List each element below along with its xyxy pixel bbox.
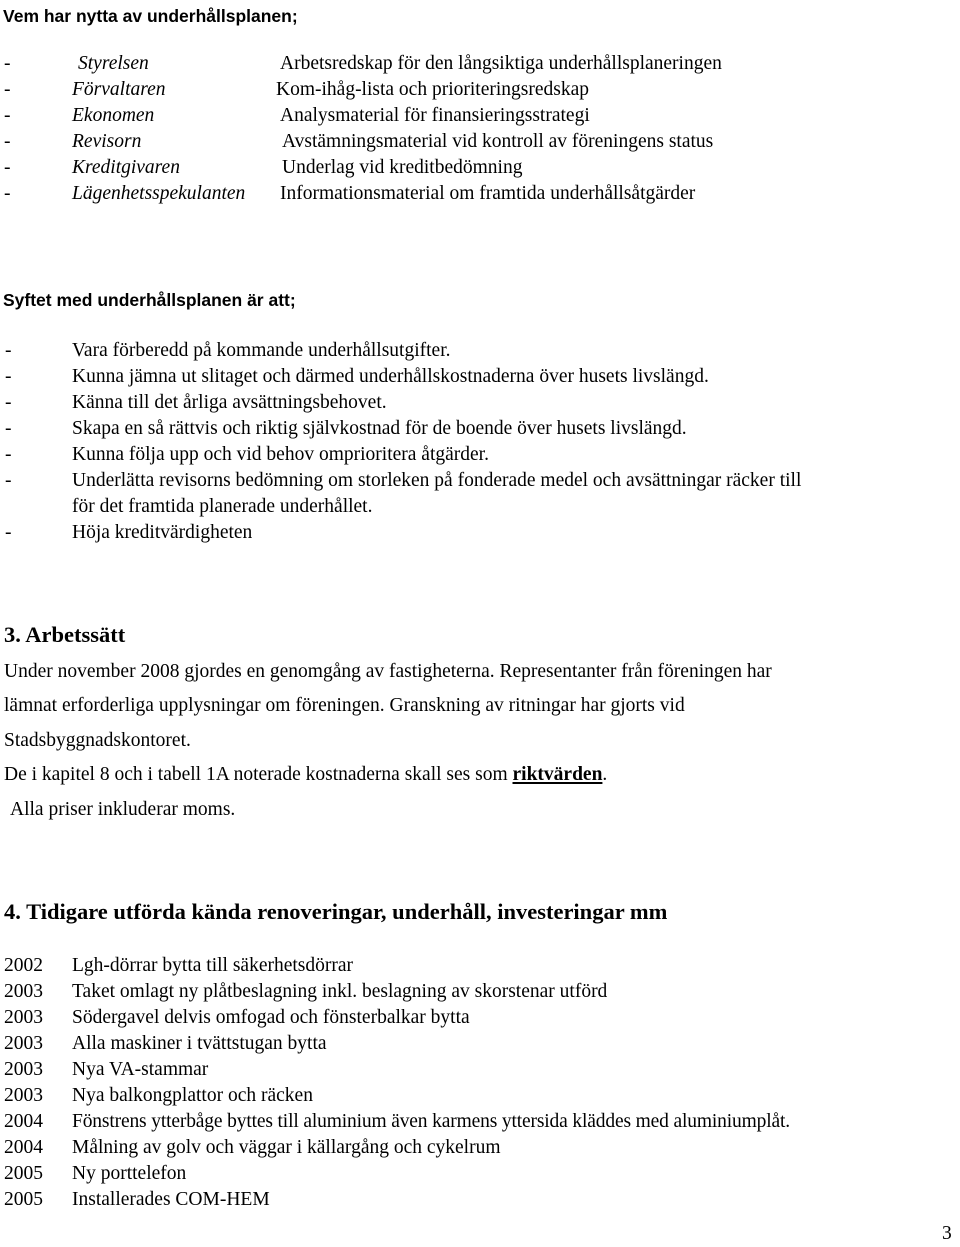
list-dash: - bbox=[4, 131, 11, 152]
section3-line: Alla priser inkluderar moms. bbox=[10, 799, 236, 820]
year: 2004 bbox=[4, 1137, 43, 1158]
renovation-text: Nya VA-stammar bbox=[72, 1059, 209, 1080]
page-number: 3 bbox=[942, 1223, 952, 1244]
list-dash: - bbox=[4, 53, 11, 74]
purpose-text: Höja kreditvärdigheten bbox=[72, 522, 253, 543]
purpose-text: Känna till det årliga avsättningsbehovet. bbox=[72, 392, 387, 413]
section3-line4-period: . bbox=[602, 764, 608, 785]
year: 2003 bbox=[4, 1059, 43, 1080]
purpose-text: Underlätta revisorns bedömning om storleken på fonderade medel och avsättningar räcker till bbox=[72, 470, 802, 491]
renovation-text: Målning av golv och väggar i källargång och cykelrum bbox=[72, 1137, 501, 1158]
renovation-text: Taket omlagt ny plåtbeslagning inkl. beslagning av skorstenar utförd bbox=[72, 981, 608, 1002]
list-dash: - bbox=[5, 522, 12, 543]
user-use: Underlag vid kreditbedömning bbox=[282, 157, 523, 178]
list-dash: - bbox=[5, 340, 12, 361]
user-role: Styrelsen bbox=[78, 53, 149, 74]
list-dash: - bbox=[5, 366, 12, 387]
list-dash: - bbox=[5, 444, 12, 465]
user-use: Kom-ihåg-lista och prioriteringsredskap bbox=[276, 79, 589, 100]
renovation-text: Lgh-dörrar bytta till säkerhetsdörrar bbox=[72, 955, 354, 976]
section4-heading: 4. Tidigare utförda kända renoveringar, underhåll, investeringar mm bbox=[4, 899, 668, 924]
user-role: Kreditgivaren bbox=[72, 157, 180, 178]
list-dash: - bbox=[4, 157, 11, 178]
year: 2002 bbox=[4, 955, 43, 976]
year: 2003 bbox=[4, 981, 43, 1002]
year: 2005 bbox=[4, 1163, 43, 1184]
purpose-text: Kunna följa upp och vid behov omprioritera åtgärder. bbox=[72, 444, 489, 465]
emphasis-riktvarden: riktvärden bbox=[512, 764, 603, 785]
purpose-text: för det framtida planerade underhållet. bbox=[72, 496, 373, 517]
section3-heading: 3. Arbetssätt bbox=[4, 622, 126, 647]
user-role: Ekonomen bbox=[72, 105, 155, 126]
list-dash: - bbox=[5, 392, 12, 413]
user-role: Revisorn bbox=[72, 131, 142, 152]
year: 2005 bbox=[4, 1189, 43, 1210]
section3-line: Under november 2008 gjordes en genomgång av fastigheterna. Representanter från föreningen har bbox=[4, 661, 772, 682]
user-use: Analysmaterial för finansieringsstrategi bbox=[280, 105, 590, 126]
renovation-text: Fönstrens ytterbåge byttes till aluminium även karmens yttersida kläddes med aluminiumplåt. bbox=[72, 1111, 790, 1132]
renovation-text: Södergavel delvis omfogad och fönsterbalkar bytta bbox=[72, 1007, 470, 1028]
list-dash: - bbox=[5, 470, 12, 491]
purpose-text: Vara förberedd på kommande underhållsutgifter. bbox=[72, 340, 451, 361]
renovation-text: Alla maskiner i tvättstugan bytta bbox=[72, 1033, 327, 1054]
year: 2004 bbox=[4, 1111, 43, 1132]
purpose-text: Skapa en så rättvis och riktig självkostnad för de boende över husets livslängd. bbox=[72, 418, 687, 439]
renovation-text: Ny porttelefon bbox=[72, 1163, 187, 1184]
year: 2003 bbox=[4, 1033, 43, 1054]
list-dash: - bbox=[4, 183, 11, 204]
list-dash: - bbox=[4, 105, 11, 126]
user-use: Avstämningsmaterial vid kontroll av föreningens status bbox=[282, 131, 714, 152]
renovation-text: Nya balkongplattor och räcken bbox=[72, 1085, 313, 1106]
year: 2003 bbox=[4, 1085, 43, 1106]
section3-line: lämnat erforderliga upplysningar om föreningen. Granskning av ritningar har gjorts vid bbox=[4, 695, 685, 716]
section3-line4-text: De i kapitel 8 och i tabell 1A noterade kostnaderna skall ses som bbox=[4, 764, 513, 785]
purpose-text: Kunna jämna ut slitaget och därmed underhållskostnaderna över husets livslängd. bbox=[72, 366, 709, 387]
user-role: Förvaltaren bbox=[72, 79, 166, 100]
user-use: Arbetsredskap för den långsiktiga underhållsplaneringen bbox=[280, 53, 722, 74]
user-use: Informationsmaterial om framtida underhållsåtgärder bbox=[280, 183, 696, 204]
year: 2003 bbox=[4, 1007, 43, 1028]
users-heading: Vem har nytta av underhållsplanen; bbox=[3, 6, 298, 26]
section3-line: Stadsbyggnadskontoret. bbox=[4, 730, 191, 751]
user-role: Lägenhetsspekulanten bbox=[72, 183, 246, 204]
purpose-heading: Syftet med underhållsplanen är att; bbox=[3, 290, 296, 310]
section3-line bbox=[4, 764, 607, 786]
renovation-text: Installerades COM-HEM bbox=[72, 1189, 270, 1210]
list-dash: - bbox=[4, 79, 11, 100]
list-dash: - bbox=[5, 418, 12, 439]
